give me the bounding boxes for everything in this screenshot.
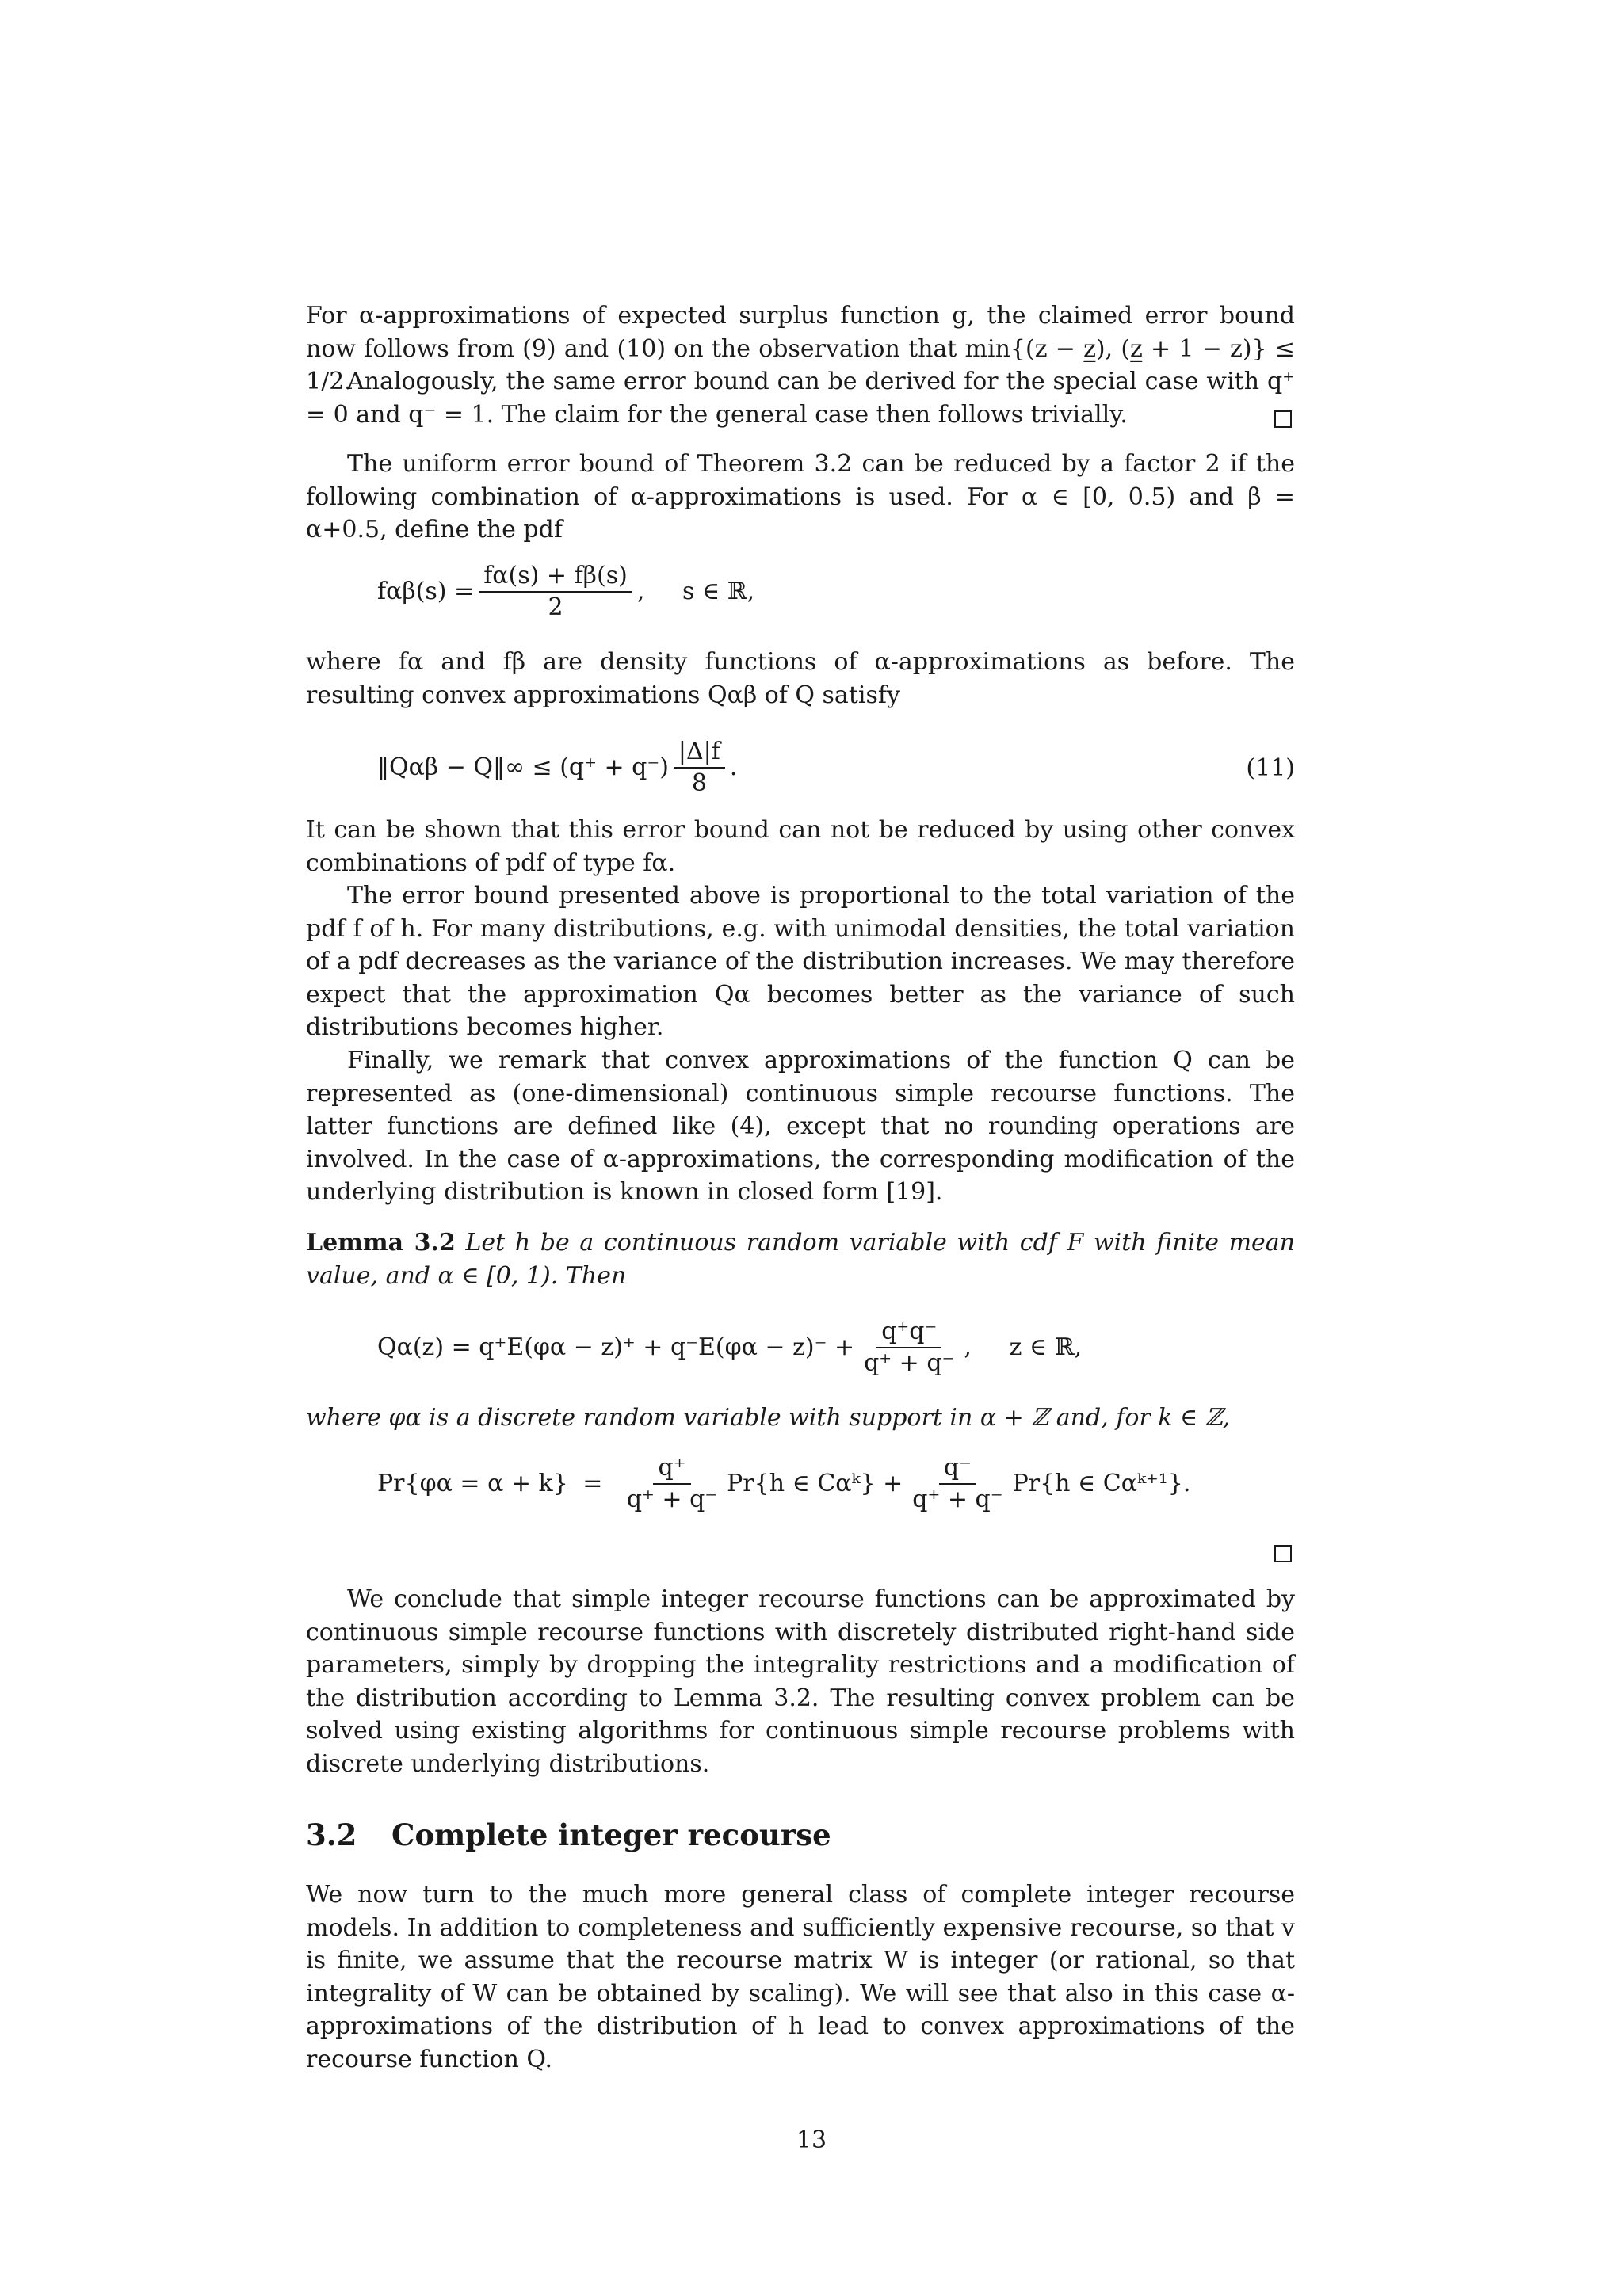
paragraph-cannot-be-reduced: It can be shown that this error bound can not be reduced by using other convex combinations of pdf of type fα. xyxy=(306,816,1295,877)
paragraph-total-variation: The error bound presented above is proportional to the total variation of the pdf f of h. For many distributions, e.g. with unimodal densities, the total variation of a pdf decreases as the variance of the distribution increases. We may therefore expect that the approximation Qα becomes better as the variance of such distributions becomes higher. xyxy=(306,882,1295,1041)
eq2-numerator: |Δ|f xyxy=(674,737,725,769)
paragraph-analogously: Analogously, the same error bound can be derived for the special case with q⁺ = 0 and q⁻ = 1. The claim for the general case then follows trivially. xyxy=(306,368,1295,429)
lemma-label: Lemma 3.2 xyxy=(306,1229,456,1257)
qed-square-icon xyxy=(1274,1545,1292,1562)
eq2-denominator: 8 xyxy=(691,769,707,797)
eq4-denominator-1: q⁺ + q⁻ xyxy=(626,1486,718,1513)
lemma-text: Let h be a continuous random variable with cdf F with finite mean value, and α ∈ [0, 1). Then xyxy=(306,1229,1295,1290)
eq3-fraction xyxy=(859,1317,959,1379)
equation-f-alpha-beta xyxy=(377,561,754,623)
paragraph-uniform-error-bound: The uniform error bound of Theorem 3.2 can be reduced by a factor 2 if the following combination of α-approximations is used. For α ∈ [0, 0.5) and β = α+0.5, define the pdf xyxy=(306,450,1295,543)
eq1-tail: , s ∈ ℝ, xyxy=(636,578,755,605)
lemma-3-2 xyxy=(306,1226,1295,1292)
eq1-denominator: 2 xyxy=(548,593,563,621)
equation-pr-phi xyxy=(377,1453,1190,1515)
eq4-middle: Pr{h ∈ Cαᵏ} + xyxy=(727,1470,903,1497)
eq1-fraction xyxy=(479,561,632,623)
eq4-denominator-2: q⁺ + q⁻ xyxy=(912,1486,1003,1513)
eq4-lhs: Pr{φα = α + k} xyxy=(377,1470,568,1497)
eq3-tail: , z ∈ ℝ, xyxy=(964,1333,1083,1361)
equation-11 xyxy=(377,737,737,799)
section-number: 3.2 xyxy=(306,1817,357,1852)
section-heading xyxy=(306,1817,831,1852)
paragraph-we-conclude: We conclude that simple integer recourse functions can be approximated by continuous simple recourse functions with discretely distributed right-hand side parameters, simply by dropping the integrality restrictions and a modification of the distribution according to Lemma 3.2. The resulting convex problem can be solved using existing algorithms for continuous simple recourse problems with discrete underlying distributions. xyxy=(306,1585,1295,1778)
paragraph-density-functions: where fα and fβ are density functions of α-approximations as before. The resulting convex approximations Qαβ of Q satisfy xyxy=(306,648,1295,709)
section-title: Complete integer recourse xyxy=(391,1817,831,1852)
eq1-lhs: fαβ(s) = xyxy=(377,578,475,605)
eq1-numerator: fα(s) + fβ(s) xyxy=(479,561,632,593)
eq4-fraction-1 xyxy=(622,1453,722,1515)
eq2-lhs: ‖Qαβ − Q‖∞ ≤ (q⁺ + q⁻) xyxy=(377,753,669,781)
equation-number-11: (11) xyxy=(1246,754,1295,782)
eq3-lhs: Qα(z) = q⁺E(φα − z)⁺ + q⁻E(φα − z)⁻ + xyxy=(377,1333,855,1361)
qed-square-icon xyxy=(1274,410,1292,428)
equation-q-alpha xyxy=(377,1317,1082,1379)
lemma-where-clause xyxy=(306,1402,1295,1435)
eq3-denominator: q⁺ + q⁻ xyxy=(864,1349,955,1377)
eq2-fraction xyxy=(674,737,725,799)
page-number: 13 xyxy=(796,2126,827,2154)
paragraph-complete-recourse: We now turn to the much more general class of complete integer recourse models. In addition to completeness and sufficiently expensive recourse, so that v is finite, we assume that the recourse matrix W is integer (or rational, so that integrality of W can be obtained by scaling). We will see that also in this case α- approximations of the distribution of h lead to convex approximations of the recourse function Q. xyxy=(306,1881,1295,2073)
lemma-where-text: where φα is a discrete random variable with support in α + ℤ and, for k ∈ ℤ, xyxy=(306,1404,1231,1432)
paragraph-continuous-recourse: Finally, we remark that convex approximations of the function Q can be represented as (one-dimensional) continuous simple recourse functions. The latter functions are defined like (4), except that no rounding operations are involved. In the case of α-approximations, the corresponding modification of the underlying distribution is known in closed form [19]. xyxy=(306,1047,1295,1206)
paragraph-proof-end: For α-approximations of expected surplus function g, the claimed error bound now follows from (9) and (10) on the observation that min{(z − z̲), (z̲ + 1 − z)} ≤ 1/2. xyxy=(306,302,1295,395)
eq3-numerator: q⁺q⁻ xyxy=(876,1317,941,1348)
eq4-tail: Pr{h ∈ Cαᵏ⁺¹}. xyxy=(1012,1470,1191,1497)
eq4-equals: = xyxy=(582,1470,603,1497)
eq4-fraction-2 xyxy=(907,1453,1007,1515)
eq4-numerator-1: q⁺ xyxy=(653,1453,690,1485)
eq4-numerator-2: q⁻ xyxy=(939,1453,976,1485)
eq2-tail: . xyxy=(729,753,738,781)
